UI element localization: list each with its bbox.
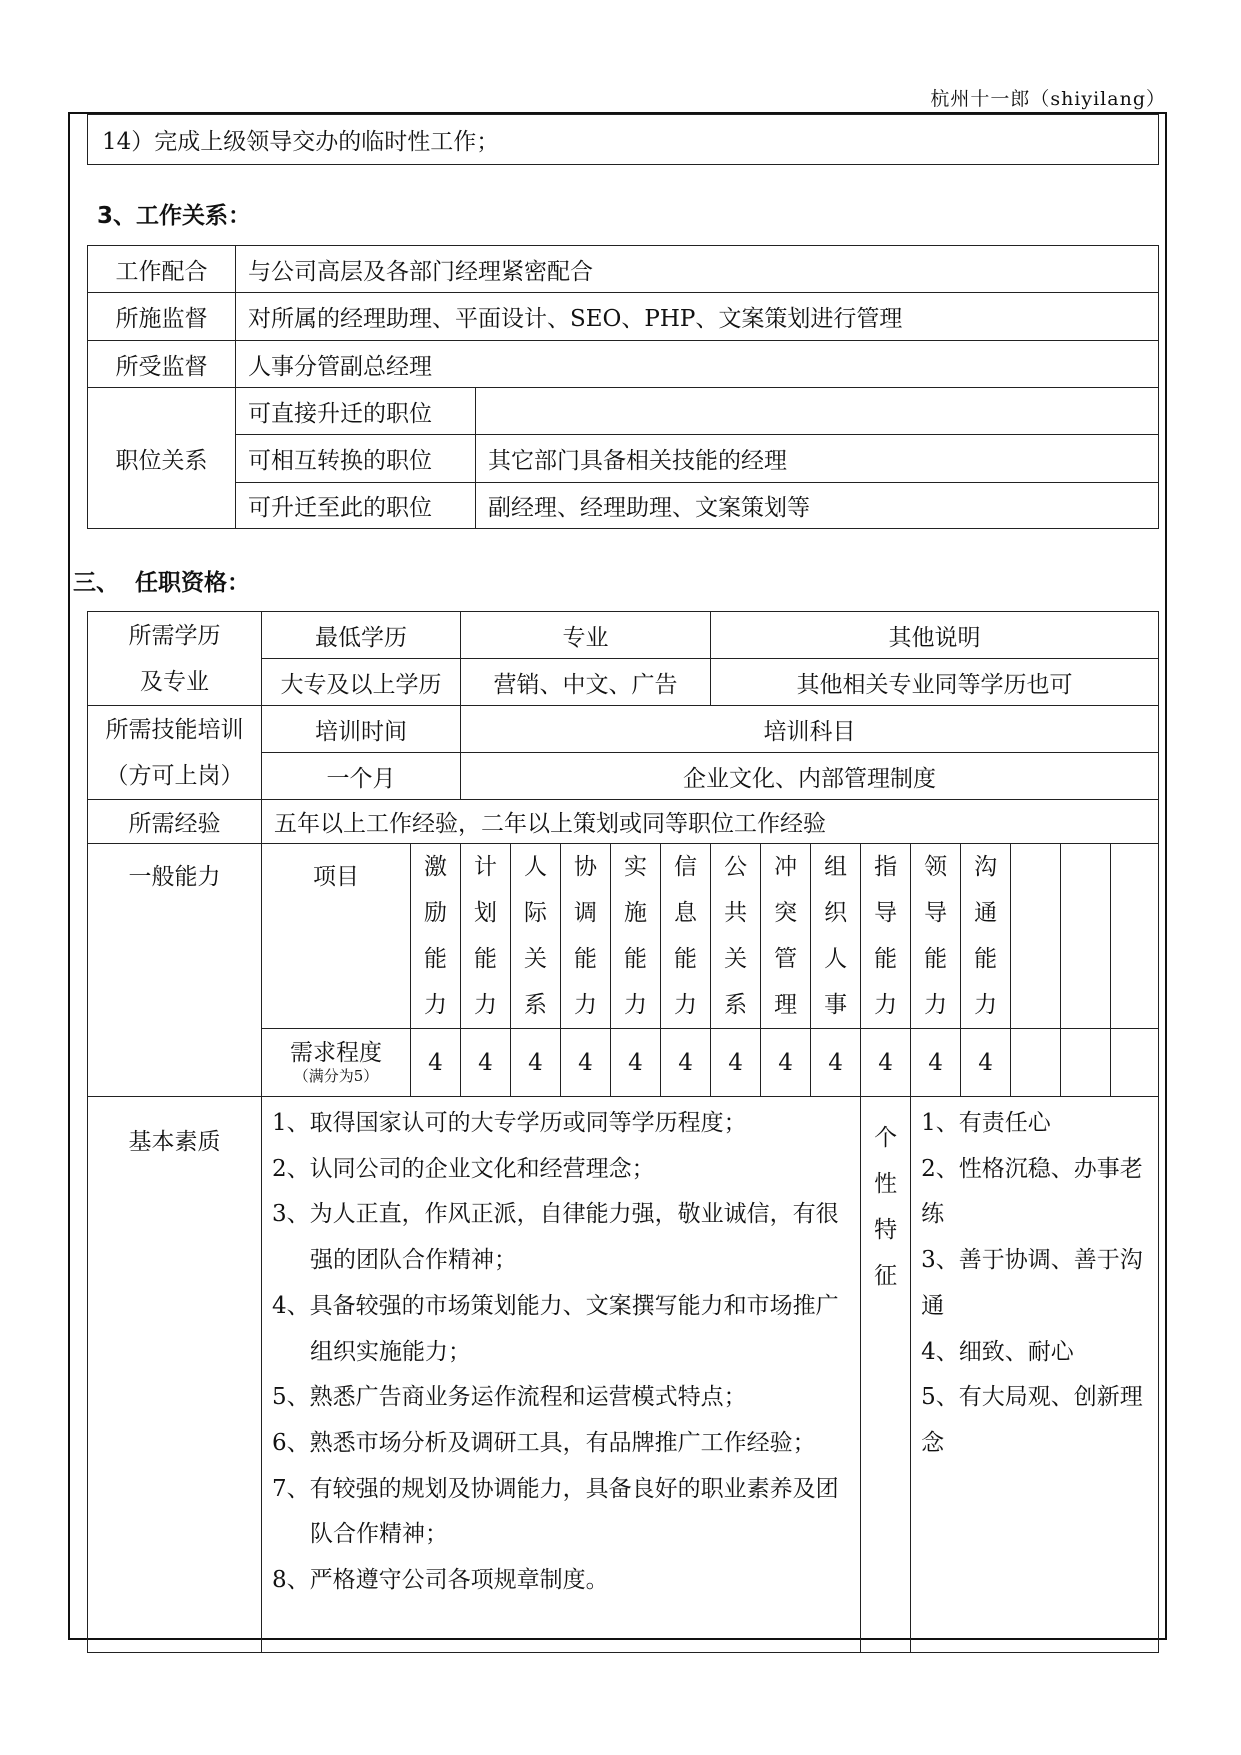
ability-name [611, 844, 661, 1029]
experience-label: 所需经验 [88, 800, 262, 844]
relations-table [87, 245, 1159, 529]
ability-char: 事 [824, 992, 848, 1018]
position-value-promote [476, 388, 1159, 435]
position-label-from: 可升迁至此的职位 [236, 483, 476, 529]
ability-char: 共 [724, 900, 748, 926]
requirement-level: 4 [561, 1029, 611, 1097]
ability-name [411, 844, 461, 1029]
duty-table [87, 114, 1159, 165]
trait-item: 4、细致、耐心 [921, 1338, 1074, 1365]
requirement-empty-cell [1061, 1029, 1111, 1097]
relation-value-supervised-by: 人事分管副总经理 [236, 341, 1159, 388]
personality-char: 个 [874, 1125, 898, 1151]
education-value-min: 大专及以上学历 [262, 659, 461, 706]
ability-char: 力 [574, 992, 597, 1018]
requirement-level: 4 [461, 1029, 511, 1097]
ability-char: 力 [874, 992, 898, 1018]
education-label [88, 612, 262, 706]
ability-char: 能 [674, 946, 698, 972]
training-label-line2: （方可上岗） [105, 762, 244, 789]
ability-char: 人 [524, 854, 547, 880]
relation-value-cooperation: 与公司高层及各部门经理紧密配合 [236, 246, 1159, 293]
training-header-time: 培训时间 [262, 706, 461, 753]
ability-char: 管 [774, 946, 798, 972]
duty-item: 14）完成上级领导交办的临时性工作； [88, 115, 1159, 165]
traits-list [921, 1101, 1152, 1467]
ability-char: 激 [424, 854, 447, 880]
ability-char: 能 [624, 946, 647, 972]
ability-char: 励 [424, 900, 447, 926]
ability-name [711, 844, 761, 1029]
ability-char: 能 [474, 946, 497, 972]
qualities-cell [262, 1097, 861, 1653]
personality-char: 性 [874, 1171, 898, 1197]
ability-char: 调 [574, 900, 597, 926]
traits-cell [911, 1097, 1159, 1653]
ability-char: 协 [574, 854, 597, 880]
quality-item: 2、认同公司的企业文化和经营理念； [272, 1155, 655, 1182]
ability-char: 力 [624, 992, 647, 1018]
requirement-level: 4 [511, 1029, 561, 1097]
ability-name [461, 844, 511, 1029]
ability-name [961, 844, 1011, 1029]
education-label-line1: 所需学历 [128, 622, 221, 649]
ability-name [661, 844, 711, 1029]
ability-name [561, 844, 611, 1029]
qualities-list [272, 1101, 846, 1604]
requirement-level: 4 [611, 1029, 661, 1097]
requirement-level: 4 [961, 1029, 1011, 1097]
relation-label-supervised-by: 所受监督 [88, 341, 236, 388]
education-value-notes: 其他相关专业同等学历也可 [711, 659, 1159, 706]
education-label-line2: 及专业 [140, 668, 209, 695]
ability-char: 划 [474, 900, 497, 926]
ability-char: 力 [974, 992, 998, 1018]
ability-char: 实 [624, 854, 647, 880]
ability-char: 理 [774, 992, 798, 1018]
training-value-subject: 企业文化、内部管理制度 [461, 753, 1159, 800]
ability-char: 信 [674, 854, 698, 880]
personality-label [861, 1097, 911, 1653]
quality-item: 3、为人正直，作风正派，自律能力强，敬业诚信，有很强的团队合作精神； [272, 1201, 839, 1274]
quality-item: 1、取得国家认可的大专学历或同等学历程度； [272, 1110, 747, 1136]
training-value-time: 一个月 [262, 753, 461, 800]
ability-char: 能 [424, 946, 447, 972]
qualifications-heading: 三、 任职资格： [73, 570, 251, 596]
ability-char: 能 [974, 946, 998, 972]
ability-empty-cell [1061, 844, 1111, 1029]
ability-char: 施 [624, 900, 647, 926]
training-header-subject: 培训科目 [461, 706, 1159, 753]
requirement-level: 4 [861, 1029, 911, 1097]
ability-char: 冲 [774, 854, 798, 880]
requirement-level: 4 [761, 1029, 811, 1097]
abilities-label: 一般能力 [88, 844, 262, 1097]
requirement-level: 4 [711, 1029, 761, 1097]
trait-item: 2、性格沉稳、办事老练 [921, 1155, 1143, 1228]
ability-char: 能 [924, 946, 948, 972]
ability-char: 沟 [974, 854, 998, 880]
ability-name [861, 844, 911, 1029]
training-label-line1: 所需技能培训 [105, 716, 244, 743]
ability-char: 织 [824, 900, 848, 926]
ability-char: 组 [824, 854, 848, 880]
ability-char: 计 [474, 854, 497, 880]
requirement-level: 4 [811, 1029, 861, 1097]
education-header-min: 最低学历 [262, 612, 461, 659]
relations-heading: 3、工作关系： [97, 203, 252, 229]
ability-char: 关 [524, 946, 547, 972]
education-value-major: 营销、中文、广告 [461, 659, 711, 706]
position-label-promote: 可直接升迁的职位 [236, 388, 476, 435]
ability-char: 能 [874, 946, 898, 972]
requirement-level: 4 [411, 1029, 461, 1097]
quality-item: 4、具备较强的市场策划能力、文案撰写能力和市场推广组织实施能力； [272, 1292, 839, 1365]
education-header-major: 专业 [461, 612, 711, 659]
ability-char: 系 [724, 992, 748, 1018]
ability-char: 突 [774, 900, 798, 926]
training-label [88, 706, 262, 800]
requirement-level: 4 [661, 1029, 711, 1097]
ability-empty-cell [1011, 844, 1061, 1029]
ability-char: 际 [524, 900, 547, 926]
ability-char: 能 [574, 946, 597, 972]
requirement-label [262, 1029, 411, 1097]
ability-name [911, 844, 961, 1029]
trait-item: 3、善于协调、善于沟通 [921, 1247, 1143, 1319]
ability-char: 领 [924, 854, 948, 880]
personality-char: 征 [874, 1263, 898, 1289]
requirement-label-text: 需求程度 [290, 1039, 382, 1066]
ability-char: 通 [974, 900, 998, 926]
requirement-empty-cell [1111, 1029, 1159, 1097]
header-note: 杭州十一郎（shiyilang） [930, 88, 1166, 110]
position-value-transfer: 其它部门具备相关技能的经理 [476, 435, 1159, 483]
qualities-label: 基本素质 [88, 1097, 262, 1653]
trait-item: 5、有大局观、创新理念 [921, 1384, 1143, 1456]
ability-char: 导 [874, 900, 898, 926]
ability-char: 力 [924, 992, 948, 1018]
position-value-from: 副经理、经理助理、文案策划等 [476, 483, 1159, 529]
ability-char: 息 [674, 900, 698, 926]
ability-name [761, 844, 811, 1029]
ability-name [511, 844, 561, 1029]
ability-empty-cell [1111, 844, 1159, 1029]
qualifications-table [87, 611, 1159, 1653]
ability-char: 关 [724, 946, 748, 972]
quality-item: 6、熟悉市场分析及调研工具，有品牌推广工作经验； [272, 1429, 816, 1456]
ability-char: 力 [674, 992, 698, 1018]
experience-value: 五年以上工作经验，二年以上策划或同等职位工作经验 [262, 800, 1159, 844]
relation-label-cooperation: 工作配合 [88, 246, 236, 293]
relation-label-supervises: 所施监督 [88, 293, 236, 341]
ability-name [811, 844, 861, 1029]
personality-char: 特 [874, 1217, 898, 1243]
ability-char: 力 [474, 992, 497, 1018]
ability-char: 公 [724, 854, 748, 880]
quality-item: 8、严格遵守公司各项规章制度。 [272, 1567, 609, 1594]
education-header-notes: 其他说明 [711, 612, 1159, 659]
ability-char: 系 [524, 992, 547, 1018]
ability-char: 导 [924, 900, 948, 926]
requirement-level: 4 [911, 1029, 961, 1097]
position-label-transfer: 可相互转换的职位 [236, 435, 476, 483]
quality-item: 7、有较强的规划及协调能力，具备良好的职业素养及团队合作精神； [272, 1475, 839, 1548]
quality-item: 5、熟悉广告商业务运作流程和运营模式特点； [272, 1384, 747, 1411]
requirement-empty-cell [1011, 1029, 1061, 1097]
ability-char: 人 [824, 946, 848, 972]
abilities-item-label: 项目 [262, 844, 411, 1029]
position-relation-label: 职位关系 [88, 388, 236, 529]
trait-item: 1、有责任心 [921, 1110, 1051, 1136]
requirement-note: （满分为5） [293, 1067, 379, 1086]
relation-value-supervises: 对所属的经理助理、平面设计、SEO、PHP、文案策划进行管理 [236, 293, 1159, 341]
ability-char: 指 [874, 854, 898, 880]
ability-char: 力 [424, 992, 447, 1018]
